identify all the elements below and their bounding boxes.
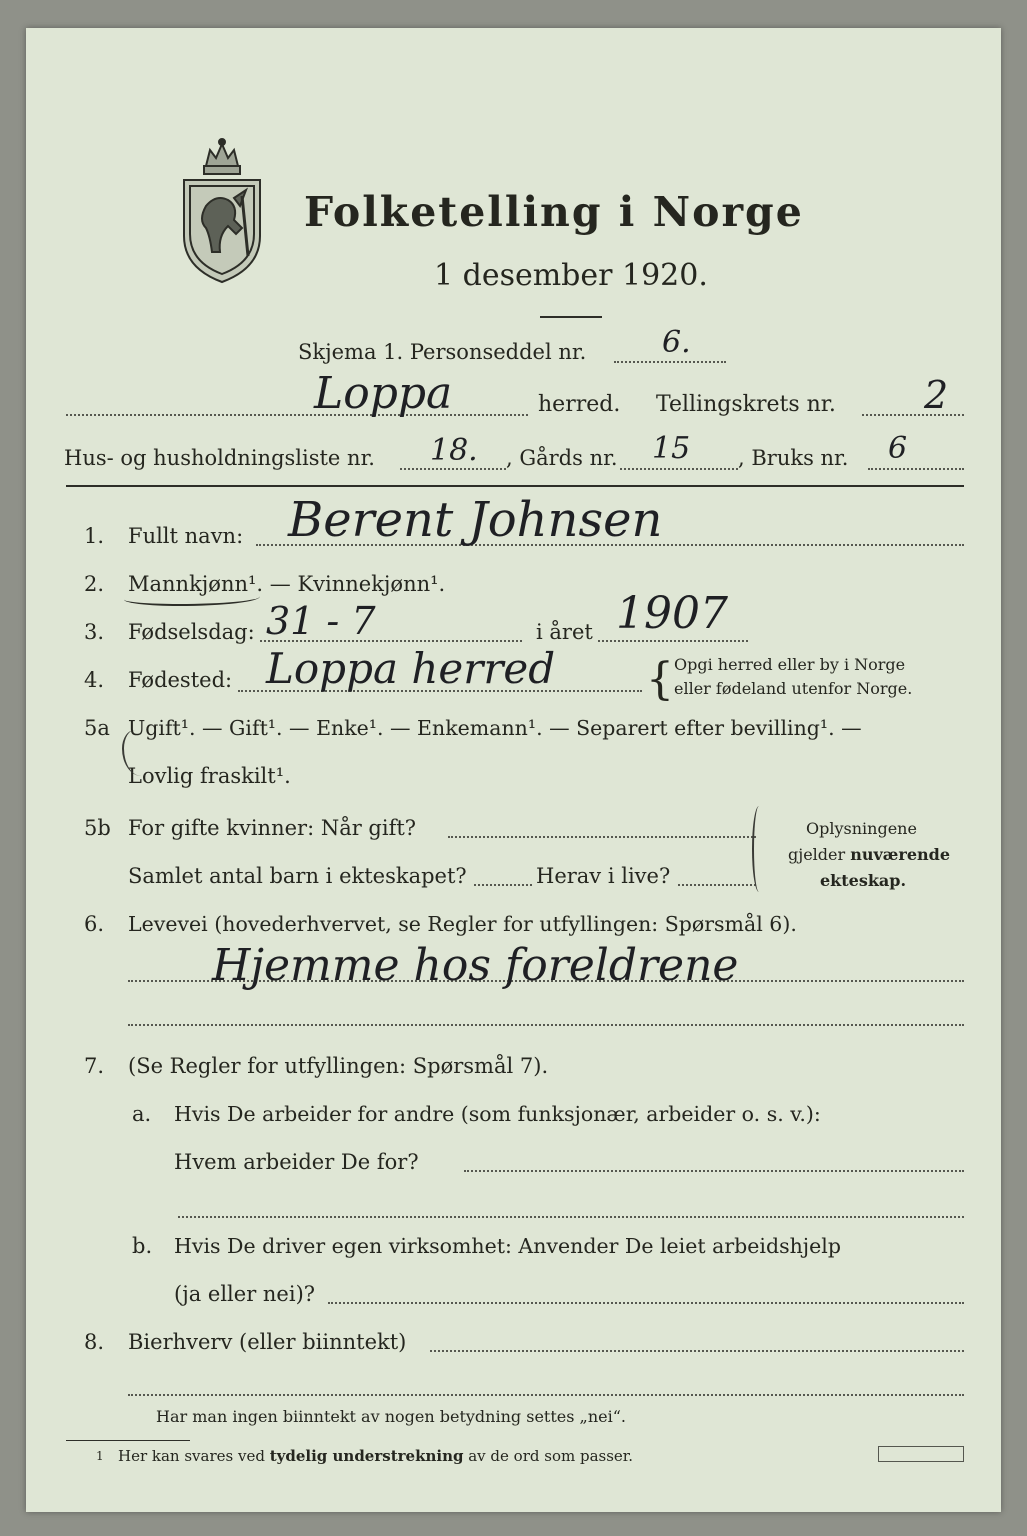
q4-label: Fødested: [128,668,233,692]
q5b-note-line3: ekteskap. [820,871,907,890]
q5b-bracket [752,806,766,892]
q3-value[interactable]: 31 - 7 [266,599,376,643]
q5b-note-line1: Oplysningene [806,819,917,838]
q5b-children-label: Samlet antal barn i ekteskapet? [128,864,467,888]
printer-stamp-icon [878,1446,964,1462]
q7-label: (Se Regler for utfyllingen: Spørsmål 7). [128,1054,549,1078]
hus-value[interactable]: 18. [430,433,478,468]
q5b-married-line [448,836,756,838]
q1-value[interactable]: Berent Johnsen [288,492,663,548]
q5b-alive-line [678,884,756,886]
footnote-mark: 1 [96,1449,104,1463]
schema-label: Skjema 1. Personseddel nr. [298,340,587,364]
q2-number: 2. [84,572,105,596]
footnote-text: Her kan svares ved tydelig understrekning av de ord som passer. [118,1447,634,1465]
q3-number: 3. [84,620,105,644]
q4-brace: { [646,654,674,705]
q8-number: 8. [84,1330,105,1354]
herred-line [66,414,528,416]
q7a-line-extra [178,1216,964,1218]
q7b-letter: b. [132,1234,153,1258]
footnote-rule [66,1440,190,1441]
header-rule [66,485,964,487]
q4-value[interactable]: Loppa herred [266,644,556,693]
q3-year-label: i året [536,620,593,644]
q1-number: 1. [84,524,105,548]
hus-line [400,468,506,470]
hus-label: Hus- og husholdningsliste nr. [64,446,375,470]
q6-line2 [128,1024,964,1026]
q7a-line2: Hvem arbeider De for? [174,1150,419,1174]
q5a-line2: Lovlig fraskilt¹. [128,764,291,788]
personseddel-line [614,361,726,363]
gards-label: , Gårds nr. [506,446,618,470]
bruks-line [868,468,964,470]
q6-label: Levevei (hovederhvervet, se Regler for utfyllingen: Spørsmål 6). [128,912,797,936]
q5b-note-line2: gjelder nuværende [788,845,951,864]
tellingskrets-value[interactable]: 2 [924,373,949,417]
q3-year-line [598,640,748,642]
q7b-line2: (ja eller nei)? [174,1282,316,1306]
form-title: Folketelling i Norge [304,188,804,236]
q8-line2 [128,1394,964,1396]
bruks-value[interactable]: 6 [888,431,908,466]
census-date: 1 desember 1920. [434,258,708,293]
q5b-alive-label: Herav i live? [536,864,671,888]
q3-year[interactable]: 1907 [616,588,728,639]
personseddel-value[interactable]: 6. [662,325,691,360]
q7a-line [464,1170,964,1172]
q7a-letter: a. [132,1102,152,1126]
q4-note-line1: Opgi herred eller by i Norge [674,655,906,674]
q2-label: Mannkjønn¹. — Kvinnekjønn¹. [128,572,446,596]
q4-number: 4. [84,668,105,692]
gards-line [620,468,738,470]
q7b-line [328,1302,964,1304]
q8-line1 [430,1350,964,1352]
q5a-mark [122,730,154,776]
tellingskrets-label: Tellingskrets nr. [656,392,836,417]
q5a-number: 5a [84,716,110,740]
tellingskrets-line [862,414,964,416]
q3-label: Fødselsdag: [128,620,255,644]
q5a-line1: Ugift¹. — Gift¹. — Enke¹. — Enkemann¹. — Separert efter bevilling¹. — [128,716,862,740]
norwegian-coat-of-arms-icon [176,136,268,284]
gards-value[interactable]: 15 [652,431,691,466]
q8-label: Bierhverv (eller biinntekt) [128,1330,407,1354]
q5b-line1: For gifte kvinner: Når gift? [128,816,417,840]
q6-number: 6. [84,912,105,936]
q4-note-line2: eller fødeland utenfor Norge. [674,679,913,698]
herred-label: herred. [538,392,621,417]
q7a-line1: Hvis De arbeider for andre (som funksjonær, arbeider o. s. v.): [174,1102,821,1126]
bruks-label: , Bruks nr. [738,446,849,470]
q8-note: Har man ingen biinntekt av nogen betydning settes „nei“. [156,1407,626,1426]
herred-value[interactable]: Loppa [314,368,453,419]
q7-number: 7. [84,1054,105,1078]
q6-value[interactable]: Hjemme hos foreldrene [212,940,739,991]
census-form-page [26,28,1001,1512]
q7b-line1: Hvis De driver egen virksomhet: Anvender De leiet arbeidshjelp [174,1234,841,1258]
title-divider [540,316,602,318]
q2-underline-mark [124,590,260,606]
q5b-children-line [474,884,532,886]
q1-label: Fullt navn: [128,524,244,548]
q5b-number: 5b [84,816,111,840]
